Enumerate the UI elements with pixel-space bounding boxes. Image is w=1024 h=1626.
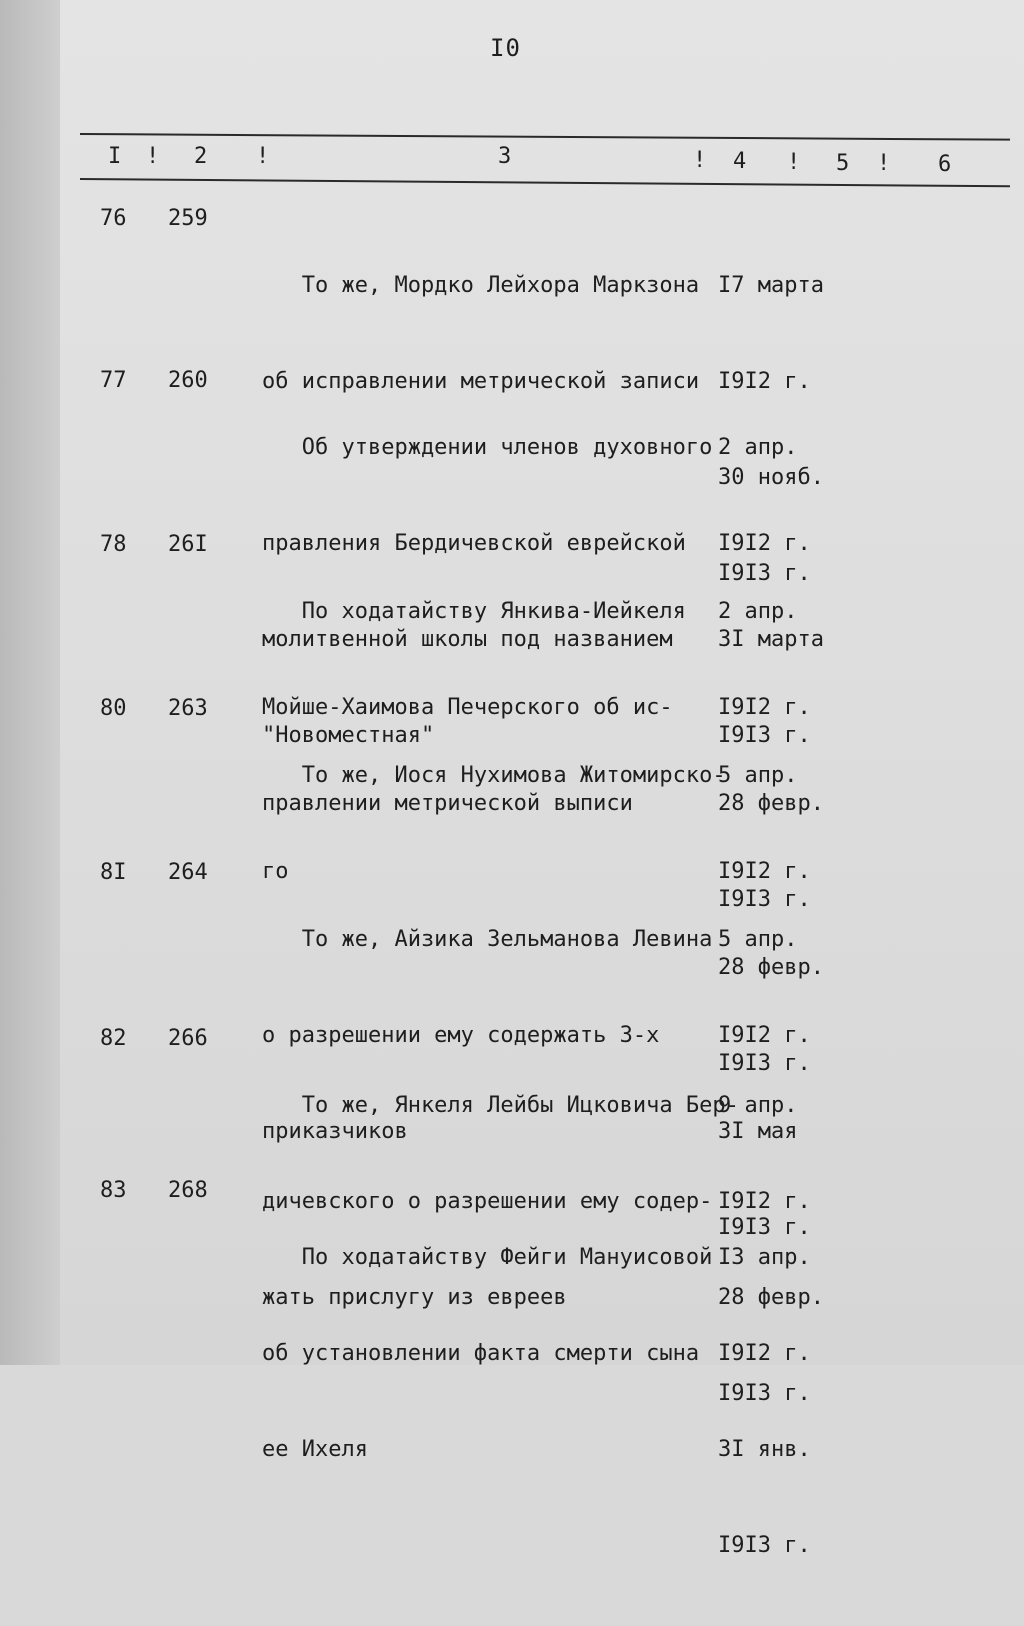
description-line: об установлении факта смерти сына — [262, 1341, 700, 1366]
description-line: го — [262, 859, 289, 884]
date-line: I9I2 г. — [718, 1189, 811, 1214]
description-line: То же, Мордко Лейхора Маркзона — [262, 273, 700, 298]
description-line: По ходатайству Фейги Мануисовой — [262, 1245, 713, 1270]
date-line: I9I3 г. — [718, 887, 811, 912]
description-line: "Новоместная" — [262, 723, 435, 748]
description-line: правления Бердичевской еврейской — [262, 531, 686, 556]
description-line: Об утверждении членов духовного — [262, 435, 713, 460]
row-number: 76 — [100, 206, 127, 231]
file-number: 26I — [168, 532, 208, 557]
date-line: 30 нояб. — [718, 465, 824, 490]
row-number: 8I — [100, 860, 127, 885]
date-line: I9I2 г. — [718, 1341, 811, 1366]
header-sep-3: ! — [693, 148, 707, 173]
date-line: I9I3 г. — [718, 561, 811, 586]
file-number: 268 — [168, 1178, 208, 1203]
date-line: I9I2 г. — [718, 1023, 811, 1048]
header-col-3: 3 — [498, 144, 512, 169]
date-line: 9 апр. — [718, 1093, 798, 1118]
file-number: 264 — [168, 860, 208, 885]
description-line: молитвенной школы под названием — [262, 627, 673, 652]
header-col-1: I — [108, 144, 122, 169]
description-line: дичевского о разрешении ему содер- — [262, 1189, 713, 1214]
row-description — [262, 1178, 712, 1530]
date-line: 2 апр. — [718, 599, 798, 624]
header-col-4: 4 — [733, 149, 747, 174]
header-sep-2: ! — [256, 144, 270, 169]
file-number: 266 — [168, 1026, 208, 1051]
header-col-6: 6 — [938, 152, 952, 177]
row-number: 78 — [100, 532, 127, 557]
header-col-5: 5 — [836, 151, 850, 176]
date-line: I9I3 г. — [718, 1215, 811, 1240]
description-line: об исправлении метрической записи — [262, 369, 700, 394]
description-line: То же, Иося Нухимова Житомирско- — [262, 763, 726, 788]
page-number: I0 — [490, 34, 521, 62]
date-line: 3I марта — [718, 627, 824, 652]
date-line: 3I мая — [718, 1119, 798, 1144]
file-number: 259 — [168, 206, 208, 231]
description-line: По ходатайству Янкива-Иейкеля — [262, 599, 686, 624]
header-sep-1: ! — [146, 144, 160, 169]
date-line: I9I3 г. — [718, 1381, 811, 1406]
row-number: 82 — [100, 1026, 127, 1051]
date-line: 28 февр. — [718, 1285, 824, 1310]
description-line: Мойше-Хаимова Печерского об ис- — [262, 695, 673, 720]
date-line: I3 апр. — [718, 1245, 811, 1270]
description-line: приказчиков — [262, 1119, 408, 1144]
description-line: ее Ихеля — [262, 1437, 368, 1462]
description-line: То же, Янкеля Лейбы Ицковича Бер- — [262, 1093, 739, 1118]
date-line: 3I янв. — [718, 1437, 811, 1462]
date-line: I9I2 г. — [718, 859, 811, 884]
header-sep-5: ! — [877, 151, 891, 176]
date-line: I9I3 г. — [718, 1051, 811, 1076]
date-line: 2 апр. — [718, 435, 798, 460]
date-line: 28 февр. — [718, 955, 824, 980]
date-line: I9I2 г. — [718, 695, 811, 720]
description-line: То же, Айзика Зельманова Левина — [262, 927, 713, 952]
date-line: I9I2 г. — [718, 369, 811, 394]
date-line: 5 апр. — [718, 927, 798, 952]
date-line: I9I3 г. — [718, 1533, 811, 1558]
row-number: 80 — [100, 696, 127, 721]
row-dates — [718, 1178, 811, 1626]
date-line: I9I2 г. — [718, 531, 811, 556]
file-number: 260 — [168, 368, 208, 393]
date-line: 28 февр. — [718, 791, 824, 816]
header-sep-4: ! — [787, 150, 801, 175]
file-number: 263 — [168, 696, 208, 721]
date-line: I9I3 г. — [718, 723, 811, 748]
description-line: жать прислугу из евреев — [262, 1285, 567, 1310]
description-line: о разрешении ему содержать 3-х — [262, 1023, 660, 1048]
date-line: I7 марта — [718, 273, 824, 298]
row-number: 77 — [100, 368, 127, 393]
row-number: 83 — [100, 1178, 127, 1203]
description-line: правлении метрической выписи — [262, 791, 633, 816]
header-col-2: 2 — [194, 144, 208, 169]
date-line: 5 апр. — [718, 763, 798, 788]
